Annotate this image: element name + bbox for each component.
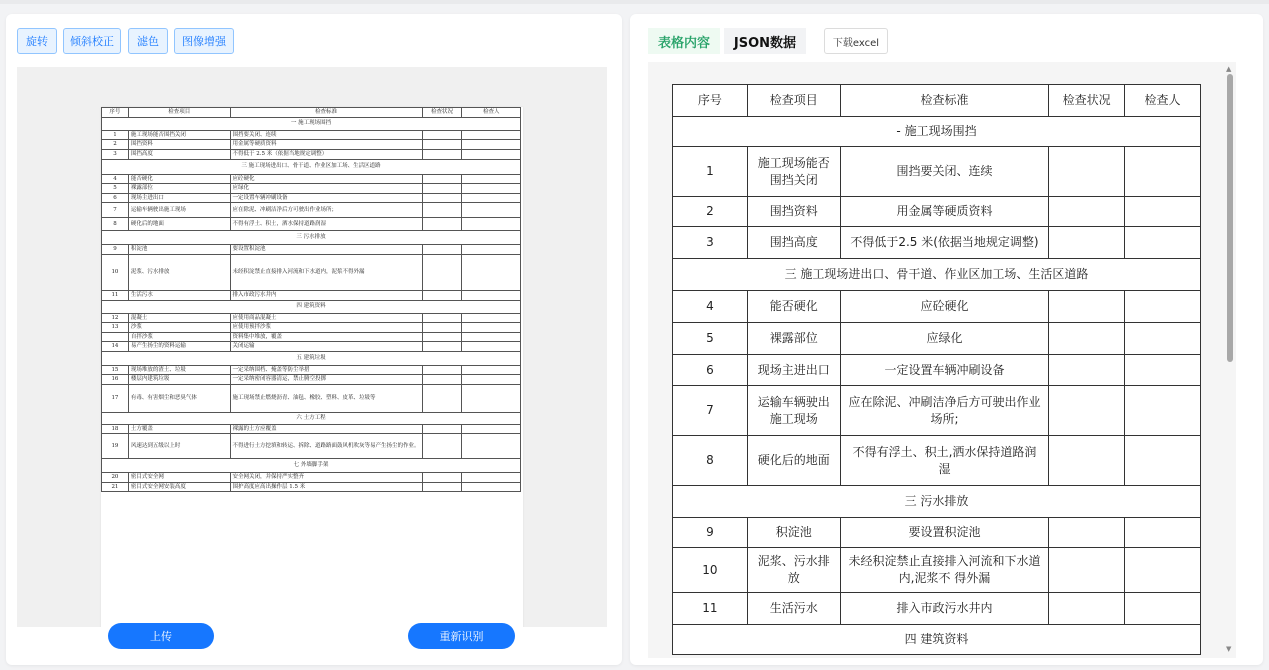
check-standard-cell: 不得低于 2.5 米（依据当地规定调整） <box>230 149 422 159</box>
scanned-page <box>101 107 523 627</box>
check-item-cell: 密目式安全网 <box>128 473 230 483</box>
check-status-cell <box>1049 323 1125 355</box>
check-standard-cell: 资料集中堆放，覆盖 <box>230 332 422 342</box>
section-row <box>102 117 521 130</box>
row-number-cell: 9 <box>102 245 129 255</box>
table-row <box>673 548 1201 593</box>
check-standard-cell: 应砼硬化 <box>230 174 422 184</box>
table-row <box>102 434 521 459</box>
inspector-cell <box>462 130 521 140</box>
section-title-cell: 四 建筑资料 <box>102 300 521 313</box>
check-standard-cell: 应砼硬化 <box>840 291 1049 323</box>
check-status-cell <box>1049 518 1125 548</box>
inspector-cell <box>1125 436 1201 486</box>
check-item-cell: 有毒、有害烟尘和恶臭气体 <box>128 384 230 412</box>
row-number-cell: 1 <box>673 147 748 197</box>
inspector-cell <box>462 332 521 342</box>
check-status-cell <box>422 384 462 412</box>
table-row <box>102 193 521 203</box>
table-row <box>102 375 521 385</box>
inspector-cell <box>462 342 521 352</box>
inspector-cell <box>1125 147 1201 197</box>
tab-table-content[interactable]: 表格内容 <box>648 28 720 54</box>
inspector-cell <box>462 365 521 375</box>
scrollbar-thumb[interactable] <box>1227 74 1233 362</box>
filter-button[interactable]: 滤色 <box>128 28 168 54</box>
check-item-cell: 运输车辆驶出施工现场 <box>747 386 840 436</box>
table-row <box>102 218 521 231</box>
section-row <box>102 459 521 473</box>
inspector-cell <box>1125 518 1201 548</box>
section-row <box>102 300 521 313</box>
download-excel-button[interactable]: 下载excel <box>824 28 888 54</box>
table-row <box>102 323 521 333</box>
row-number-cell: 15 <box>102 365 129 375</box>
check-standard-cell: 应在除泥、冲刷洁净后方可驶出作业场所; <box>840 386 1049 436</box>
check-status-cell <box>1049 227 1125 259</box>
inspector-cell <box>1125 548 1201 593</box>
check-standard-cell: 不得低于2.5 米(依据当地规定调整) <box>840 227 1049 259</box>
re-recognize-button[interactable]: 重新识别 <box>408 623 515 649</box>
check-item-cell: 围挡资料 <box>747 197 840 227</box>
check-status-cell <box>422 434 462 459</box>
check-standard-cell: 施工现场禁止燃烧沥青、油毡、橡胶、塑料、皮革、垃圾等 <box>230 384 422 412</box>
check-standard-cell: 用金属等硬质资料 <box>230 140 422 150</box>
row-number-cell: 6 <box>673 355 748 386</box>
check-status-cell <box>1049 386 1125 436</box>
check-standard-cell: 围挡要关闭、连续 <box>840 147 1049 197</box>
inspector-cell <box>462 149 521 159</box>
section-title-cell: 三 施工现场进出口、骨干道、作业区加工场、生活区道路 <box>673 259 1201 291</box>
check-status-cell <box>422 290 462 300</box>
section-title-cell: 一 施工现场围挡 <box>102 117 521 130</box>
deskew-button[interactable]: 倾斜校正 <box>63 28 121 54</box>
upload-button[interactable]: 上传 <box>108 623 214 649</box>
check-status-cell <box>1049 548 1125 593</box>
table-row <box>102 365 521 375</box>
table-row <box>102 245 521 255</box>
check-standard-cell: 不得进行土方挖填和转运、拆除、道路路面鼓风机吹灰等易产生扬尘的作业。 <box>230 434 422 459</box>
check-status-cell <box>1049 197 1125 227</box>
check-standard-cell: 应使用商品混凝土 <box>230 313 422 323</box>
inspector-cell <box>1125 323 1201 355</box>
check-item-cell: 易产生扬尘的资料运输 <box>128 342 230 352</box>
column-header: 检查人 <box>1125 85 1201 117</box>
check-status-cell <box>422 473 462 483</box>
check-status-cell <box>422 174 462 184</box>
table-row <box>102 184 521 194</box>
check-item-cell: 围挡高度 <box>128 149 230 159</box>
check-status-cell <box>422 424 462 434</box>
result-scrollbar[interactable] <box>1224 62 1236 658</box>
row-number-cell: 10 <box>673 548 748 593</box>
table-row <box>673 227 1201 259</box>
check-standard-cell: 排入市政污水井内 <box>230 290 422 300</box>
check-item-cell: 现场主进出口 <box>747 355 840 386</box>
table-row <box>102 482 521 492</box>
top-bar <box>0 0 1269 4</box>
result-table <box>672 84 1201 655</box>
check-item-cell: 楼层内建筑垃圾 <box>128 375 230 385</box>
inspector-cell <box>462 323 521 333</box>
inspector-cell <box>462 184 521 194</box>
check-item-cell: 沙浆 <box>128 323 230 333</box>
check-standard-cell: 应在除泥、冲刷洁净后方可驶出作业场所； <box>230 203 422 218</box>
row-number-cell: 18 <box>102 424 129 434</box>
row-number-cell: 12 <box>102 313 129 323</box>
check-status-cell <box>422 130 462 140</box>
check-item-cell: 生活污水 <box>747 593 840 625</box>
table-row <box>102 149 521 159</box>
check-item-cell: 密目式安全网安装高度 <box>128 482 230 492</box>
row-number-cell: 5 <box>102 184 129 194</box>
table-row <box>673 355 1201 386</box>
check-standard-cell: 要设置积淀池 <box>230 245 422 255</box>
check-item-cell: 能否硬化 <box>747 291 840 323</box>
check-standard-cell: 应绿化 <box>230 184 422 194</box>
check-item-cell: 硬化后的地面 <box>747 436 840 486</box>
tab-json-data[interactable]: JSON数据 <box>724 28 806 54</box>
inspector-cell <box>462 290 521 300</box>
inspector-cell <box>462 424 521 434</box>
row-number-cell: 2 <box>102 140 129 150</box>
check-status-cell <box>422 245 462 255</box>
table-row <box>102 174 521 184</box>
inspector-cell <box>1125 593 1201 625</box>
section-title-cell: 三 施工现场进出口、骨干道、作业区加工场、生活区道路 <box>102 159 521 174</box>
section-row <box>673 486 1201 518</box>
check-status-cell <box>1049 436 1125 486</box>
check-standard-cell: 一定采纳密闭容器清运，禁止腾空投掷 <box>230 375 422 385</box>
inspector-cell <box>462 245 521 255</box>
check-status-cell <box>422 184 462 194</box>
check-status-cell <box>422 203 462 218</box>
document-preview <box>17 67 607 627</box>
section-title-cell: - 施工现场围挡 <box>673 117 1201 147</box>
table-row <box>673 593 1201 625</box>
check-item-cell: 生活污水 <box>128 290 230 300</box>
column-header: 检查状况 <box>422 108 462 118</box>
check-item-cell: 积淀池 <box>128 245 230 255</box>
row-number-cell: 8 <box>102 218 129 231</box>
inspector-cell <box>462 482 521 492</box>
column-header: 序号 <box>102 108 129 118</box>
row-number-cell: 1 <box>102 130 129 140</box>
check-item-cell: 施工现场能否围挡关闭 <box>747 147 840 197</box>
row-number-cell: 5 <box>673 323 748 355</box>
section-title-cell: 六 土方工程 <box>102 412 521 424</box>
check-standard-cell: 应绿化 <box>840 323 1049 355</box>
table-row <box>102 140 521 150</box>
inspector-cell <box>1125 355 1201 386</box>
table-row <box>102 342 521 352</box>
inspector-cell <box>462 384 521 412</box>
row-number-cell: 14 <box>102 342 129 352</box>
section-row <box>673 117 1201 147</box>
column-header: 检查标准 <box>230 108 422 118</box>
table-row <box>102 313 521 323</box>
check-status-cell <box>1049 355 1125 386</box>
table-row <box>102 332 521 342</box>
check-standard-cell: 围挡要关闭、连续 <box>230 130 422 140</box>
inspector-cell <box>462 473 521 483</box>
section-title-cell: 三 污水排放 <box>673 486 1201 518</box>
check-standard-cell: 裸露的土方应覆盖 <box>230 424 422 434</box>
table-row <box>673 518 1201 548</box>
section-row <box>102 351 521 365</box>
section-title-cell: 五 建筑垃圾 <box>102 351 521 365</box>
check-item-cell: 能否硬化 <box>128 174 230 184</box>
row-number-cell: 2 <box>673 197 748 227</box>
check-standard-cell: 安全网关闭，并保持严实整齐 <box>230 473 422 483</box>
check-item-cell: 泥浆、污水排放 <box>747 548 840 593</box>
table-row <box>102 203 521 218</box>
table-row <box>102 254 521 290</box>
inspector-cell <box>1125 227 1201 259</box>
row-number-cell: 16 <box>102 375 129 385</box>
check-status-cell <box>422 140 462 150</box>
table-row <box>673 291 1201 323</box>
row-number-cell: 7 <box>102 203 129 218</box>
section-title-cell: 三 污水排放 <box>102 231 521 245</box>
row-number-cell: 11 <box>102 290 129 300</box>
column-header: 检查人 <box>462 108 521 118</box>
inspector-cell <box>462 375 521 385</box>
check-status-cell <box>422 254 462 290</box>
row-number-cell: 7 <box>673 386 748 436</box>
check-item-cell: 泥浆、污水排放 <box>128 254 230 290</box>
row-number-cell: 11 <box>673 593 748 625</box>
check-status-cell <box>1049 291 1125 323</box>
check-item-cell: 现场堆放的渣土、垃圾 <box>128 365 230 375</box>
check-item-cell: 自拌沙浆 <box>128 332 230 342</box>
inspector-cell <box>1125 197 1201 227</box>
table-row <box>102 424 521 434</box>
row-number-cell: 21 <box>102 482 129 492</box>
check-standard-cell: 一定设置车辆冲刷设备 <box>840 355 1049 386</box>
check-item-cell: 围挡高度 <box>747 227 840 259</box>
section-row <box>102 412 521 424</box>
row-number-cell: 9 <box>673 518 748 548</box>
section-title-cell: 七 外墙脚手架 <box>102 459 521 473</box>
check-item-cell: 积淀池 <box>747 518 840 548</box>
check-status-cell <box>422 365 462 375</box>
table-row <box>673 386 1201 436</box>
check-status-cell <box>422 323 462 333</box>
check-standard-cell: 围护高度应高出操作层 1.5 米 <box>230 482 422 492</box>
section-row <box>102 159 521 174</box>
check-status-cell <box>422 149 462 159</box>
row-number-cell: 3 <box>102 149 129 159</box>
scroll-down-icon[interactable]: ▼ <box>1226 645 1232 653</box>
row-number-cell: 4 <box>102 174 129 184</box>
row-number-cell: 17 <box>102 384 129 412</box>
inspector-cell <box>462 174 521 184</box>
inspector-cell <box>462 313 521 323</box>
check-status-cell <box>422 375 462 385</box>
table-row <box>102 290 521 300</box>
check-standard-cell: 不得有浮土、积土，洒水保持道路润湿 <box>230 218 422 231</box>
check-status-cell <box>422 482 462 492</box>
inspector-cell <box>462 434 521 459</box>
column-header: 检查项目 <box>128 108 230 118</box>
row-number-cell: 4 <box>673 291 748 323</box>
inspector-cell <box>462 140 521 150</box>
check-standard-cell: 用金属等硬质资料 <box>840 197 1049 227</box>
check-status-cell <box>422 342 462 352</box>
column-header: 序号 <box>673 85 748 117</box>
check-standard-cell: 未经积淀禁止直接排入河流和下水道内,泥浆不 得外漏 <box>840 548 1049 593</box>
row-number-cell: 19 <box>102 434 129 459</box>
row-number-cell: 8 <box>673 436 748 486</box>
check-standard-cell: 不得有浮土、积土,洒水保持道路润湿 <box>840 436 1049 486</box>
inspector-cell <box>1125 291 1201 323</box>
table-row <box>673 436 1201 486</box>
rotate-button[interactable]: 旋转 <box>17 28 57 54</box>
scroll-up-icon[interactable]: ▲ <box>1226 65 1232 73</box>
table-row <box>102 473 521 483</box>
section-title-cell: 四 建筑资料 <box>673 625 1201 655</box>
check-status-cell <box>1049 593 1125 625</box>
table-row <box>673 197 1201 227</box>
row-number-cell: 13 <box>102 323 129 333</box>
column-header: 检查状况 <box>1049 85 1125 117</box>
table-row <box>102 384 521 412</box>
table-row <box>673 147 1201 197</box>
inspector-cell <box>462 218 521 231</box>
section-row <box>102 231 521 245</box>
row-number-cell: 20 <box>102 473 129 483</box>
enhance-button[interactable]: 图像增强 <box>174 28 234 54</box>
section-row <box>673 259 1201 291</box>
check-standard-cell: 应使用预拌沙浆 <box>230 323 422 333</box>
row-number-cell: 6 <box>102 193 129 203</box>
check-standard-cell: 一定设置车辆冲刷设备 <box>230 193 422 203</box>
check-status-cell <box>1049 147 1125 197</box>
check-item-cell: 硬化后的地面 <box>128 218 230 231</box>
inspector-cell <box>462 193 521 203</box>
check-item-cell: 运输车辆驶出施工现场 <box>128 203 230 218</box>
check-item-cell: 混凝土 <box>128 313 230 323</box>
check-status-cell <box>422 332 462 342</box>
column-header: 检查项目 <box>747 85 840 117</box>
check-status-cell <box>422 313 462 323</box>
check-item-cell: 裸露部位 <box>747 323 840 355</box>
column-header: 检查标准 <box>840 85 1049 117</box>
result-table-area <box>648 62 1236 658</box>
check-item-cell: 裸露部位 <box>128 184 230 194</box>
check-standard-cell: 要设置积淀池 <box>840 518 1049 548</box>
table-row <box>102 130 521 140</box>
check-standard-cell: 排入市政污水井内 <box>840 593 1049 625</box>
row-number-cell <box>102 332 129 342</box>
section-row <box>673 625 1201 655</box>
row-number-cell: 10 <box>102 254 129 290</box>
scanned-table <box>101 107 521 492</box>
inspector-cell <box>462 203 521 218</box>
check-status-cell <box>422 193 462 203</box>
check-item-cell: 围挡资料 <box>128 140 230 150</box>
check-status-cell <box>422 218 462 231</box>
table-row <box>673 323 1201 355</box>
check-item-cell: 土方覆盖 <box>128 424 230 434</box>
inspector-cell <box>462 254 521 290</box>
check-standard-cell: 关闭运输 <box>230 342 422 352</box>
check-item-cell: 施工现场能否围挡关闭 <box>128 130 230 140</box>
check-item-cell: 风速达到五级以上时 <box>128 434 230 459</box>
row-number-cell: 3 <box>673 227 748 259</box>
check-standard-cell: 未经积淀禁止直接排入河流和下水道内，泥浆不得外漏 <box>230 254 422 290</box>
check-standard-cell: 一定采纳围档、掩盖等防尘举措 <box>230 365 422 375</box>
inspector-cell <box>1125 386 1201 436</box>
check-item-cell: 现场主进出口 <box>128 193 230 203</box>
